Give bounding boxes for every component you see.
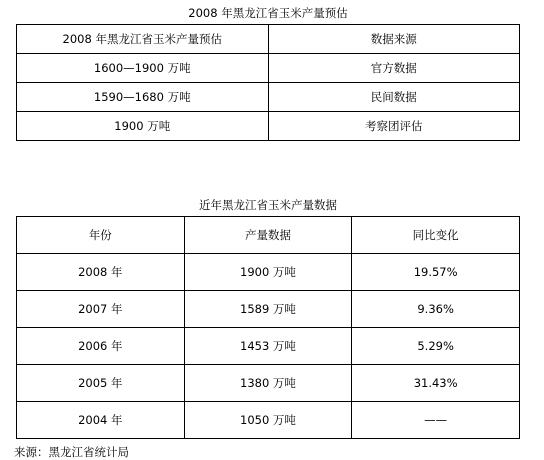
estimate-value-cell: 1590—1680 万吨: [17, 83, 269, 112]
change-cell: ——: [352, 402, 520, 439]
change-cell: 19.57%: [352, 254, 520, 291]
table-row: [17, 112, 520, 141]
source-note: 来源：黑龙江省统计局: [14, 445, 129, 459]
header-cell: 数据来源: [268, 25, 520, 54]
history-table: [16, 216, 520, 439]
header-cell: 同比变化: [352, 217, 520, 254]
source-cell: 民间数据: [268, 83, 520, 112]
table-row: [17, 328, 520, 365]
output-cell: 1453 万吨: [184, 328, 352, 365]
table-row: [17, 54, 520, 83]
history-table-title: 近年黑龙江省玉米产量数据: [199, 198, 337, 212]
change-cell: 9.36%: [352, 291, 520, 328]
output-cell: 1589 万吨: [184, 291, 352, 328]
estimate-table: [16, 24, 520, 141]
year-cell: 2005 年: [17, 365, 185, 402]
year-cell: 2008 年: [17, 254, 185, 291]
estimate-table-title: 2008 年黑龙江省玉米产量预估: [188, 6, 348, 20]
table-row: [17, 402, 520, 439]
table-row: [17, 365, 520, 402]
header-cell: 年份: [17, 217, 185, 254]
year-cell: 2004 年: [17, 402, 185, 439]
year-cell: 2006 年: [17, 328, 185, 365]
table-row: [17, 291, 520, 328]
year-cell: 2007 年: [17, 291, 185, 328]
source-cell: 官方数据: [268, 54, 520, 83]
table-row: [17, 254, 520, 291]
estimate-value-cell: 1600—1900 万吨: [17, 54, 269, 83]
output-cell: 1050 万吨: [184, 402, 352, 439]
table-header-row: [17, 25, 520, 54]
source-cell: 考察团评估: [268, 112, 520, 141]
header-cell: 产量数据: [184, 217, 352, 254]
header-cell: 2008 年黑龙江省玉米产量预估: [17, 25, 269, 54]
output-cell: 1900 万吨: [184, 254, 352, 291]
change-cell: 31.43%: [352, 365, 520, 402]
change-cell: 5.29%: [352, 328, 520, 365]
output-cell: 1380 万吨: [184, 365, 352, 402]
table-header-row: [17, 217, 520, 254]
estimate-value-cell: 1900 万吨: [17, 112, 269, 141]
table-row: [17, 83, 520, 112]
